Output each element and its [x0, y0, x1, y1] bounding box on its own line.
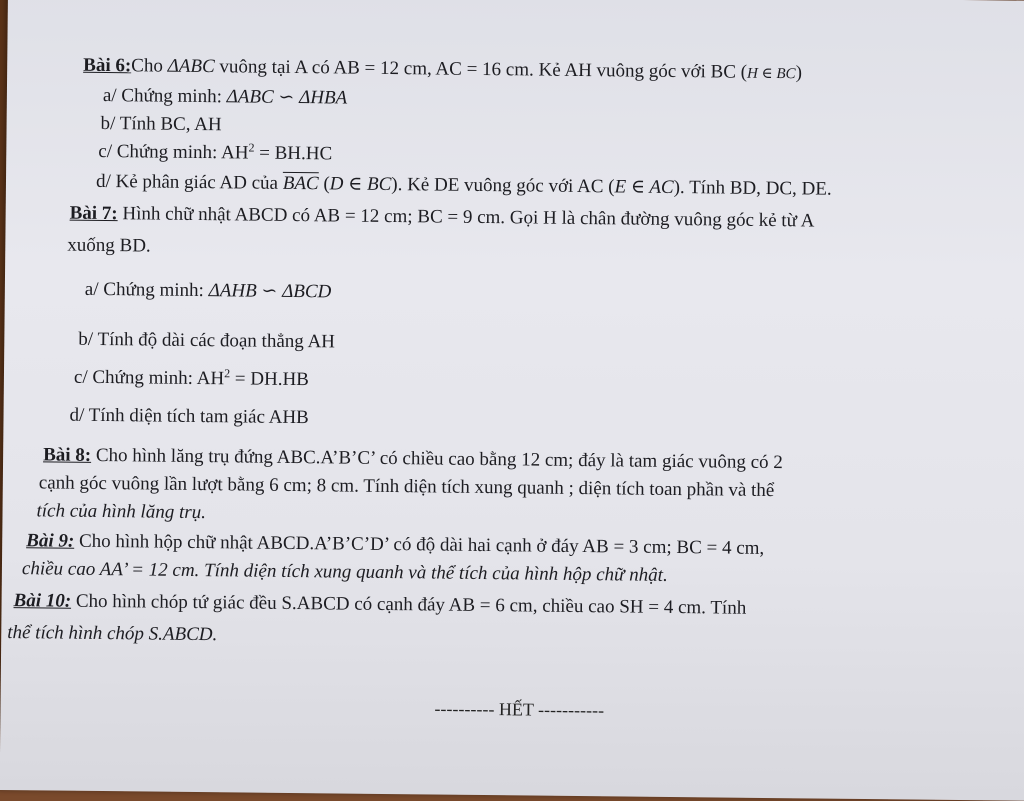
- bai6-a-expr: ΔABC ∽ ΔHBA: [226, 86, 348, 109]
- bai7-part-a: [85, 279, 332, 304]
- bai7-part-d: d/ Tính diện tích tam giác AHB: [69, 404, 309, 429]
- bai7-a-label: a/ Chứng minh:: [84, 278, 209, 302]
- bai7-title: Bài 7:: [69, 202, 118, 225]
- bai7-part-b: b/ Tính độ dài các đoạn thẳng AH: [78, 328, 336, 353]
- bai6-text: Cho: [131, 55, 168, 77]
- bai7-text: Hình chữ nhật ABCD có AB = 12 cm; BC = 9 cm. Gọi H là chân đường vuông góc kẻ từ A: [117, 203, 815, 232]
- bai6-d-text: d/ Kẻ phân giác AD của: [95, 170, 283, 194]
- bai7-c-sup: 2: [224, 366, 231, 381]
- bai7-c-label: c/ Chứng minh: AH: [73, 366, 225, 390]
- bai6-d-angle: $\overline{BAC}$: [282, 172, 319, 195]
- bai6-d-text: (: [318, 173, 330, 195]
- bai6-c-rest: = BH.HC: [254, 142, 333, 165]
- bai7-c-rest: = DH.HB: [230, 368, 310, 391]
- bai9-text: Cho hình hộp chữ nhật ABCD.A’B’C’D’ có độ dài hai cạnh ở đáy AB = 3 cm; BC = 4 cm,: [74, 530, 765, 559]
- bai10-line1: [13, 590, 746, 620]
- bai9-text: chiều cao AA’ = 12 cm. Tính diện tích xung quanh và thể tích của hình hộp chữ nhật.: [21, 558, 668, 586]
- bai9-title: Bài 9:: [26, 530, 75, 552]
- bai8-line3: tích của hình lăng trụ.: [36, 500, 207, 524]
- bai8-text: Cho hình lăng trụ đứng ABC.A’B’C’ có chiều cao bằng 12 cm; đáy là tam giác vuông có 2: [91, 444, 783, 474]
- bai6-c-sup: 2: [248, 140, 255, 155]
- bai6-title: Bài 6:: [83, 54, 132, 77]
- bai6-d-text: ). Kẻ DE vuông góc với AC (: [391, 174, 615, 198]
- bai6-line1: [83, 55, 802, 86]
- bai6-part-d: [96, 171, 832, 201]
- bai6-d-text: ). Tính BD, DC, DE.: [673, 176, 832, 200]
- bai9-line1: [26, 530, 764, 560]
- bai6-text: vuông tại A có AB = 12 cm, AC = 16 cm. Kẻ AH vuông góc với BC (: [214, 56, 748, 83]
- bai8-line1: [43, 444, 783, 474]
- bai6-part-a: [103, 85, 348, 110]
- bai6-part-b: b/ Tính BC, AH: [100, 112, 222, 136]
- bai9-line2: [22, 558, 668, 587]
- bai6-d-cond2: E ∈ AC: [614, 176, 674, 198]
- bai10-text: Cho hình chóp tứ giác đều S.ABCD có cạnh đáy AB = 6 cm, chiều cao SH = 4 cm. Tính: [71, 590, 747, 619]
- bai8-title: Bài 8:: [43, 444, 92, 466]
- end-marker: ---------- HẾT -----------: [434, 698, 605, 721]
- bai6-part-c: [98, 141, 332, 165]
- bai6-text: ): [795, 62, 803, 84]
- bai6-triangle: ΔABC: [167, 55, 215, 78]
- bai10-line2: thể tích hình chóp S.ABCD.: [7, 622, 218, 646]
- bai7-line2: xuống BD.: [67, 234, 151, 257]
- bai6-a-label: a/ Chứng minh:: [102, 85, 227, 108]
- bai7-part-c: [74, 367, 309, 391]
- bai7-line1: [70, 203, 815, 233]
- bai6-condition: H ∈ BC: [746, 65, 796, 83]
- bai6-c-label: c/ Chứng minh: AH: [98, 140, 249, 164]
- bai6-d-cond1: D ∈ BC: [329, 173, 392, 196]
- bai10-title: Bài 10:: [13, 590, 72, 612]
- bai8-line2: cạnh góc vuông lần lượt bằng 6 cm; 8 cm. Tính diện tích xung quanh ; diện tích toan phần và thể: [38, 472, 775, 502]
- bai7-a-expr: ΔAHB ∽ ΔBCD: [208, 280, 332, 303]
